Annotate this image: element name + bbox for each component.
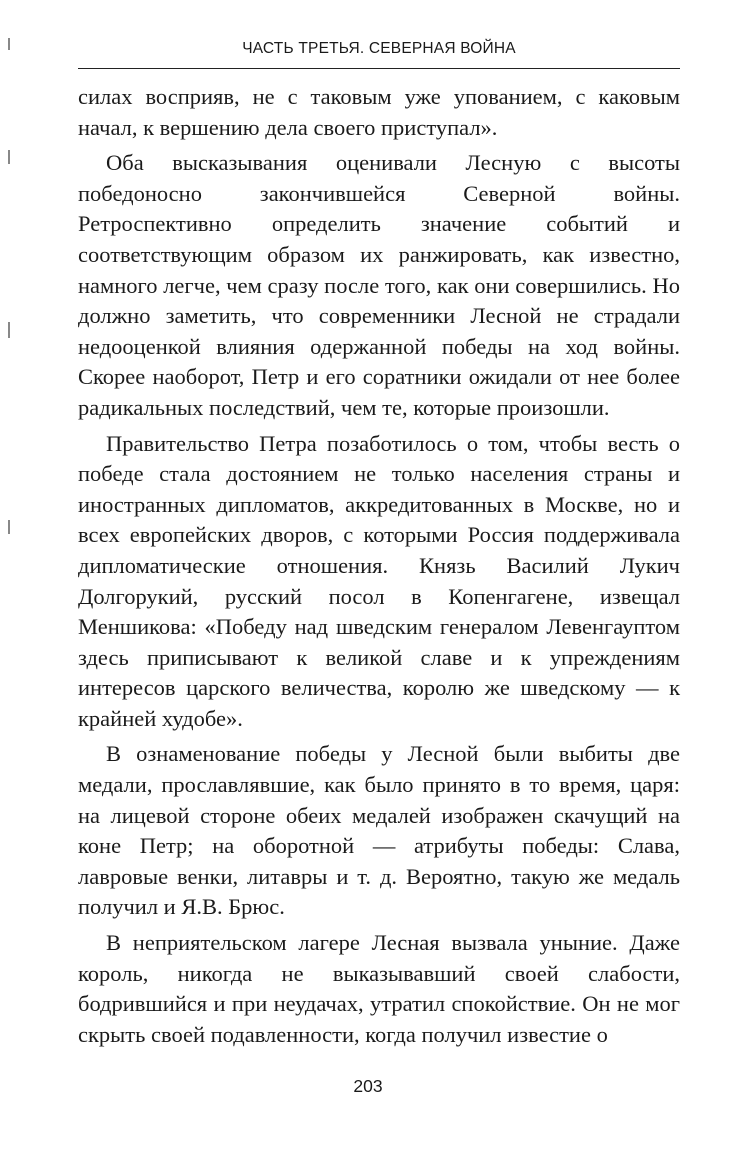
page-body [78, 82, 680, 1050]
paragraph: Оба высказывания оценивали Лесную с высоты победоносно закончившейся Северной войны. Ретроспективно определить значение событий и соответствующим образом их ранжировать, как известно, намного легче, чем сразу после того, как они совершились. Но должно заметить, что современники Лесной не страдали недооценкой влияния одержанной победы на ход войны. Скорее наоборот, Петр и его соратники ожидали от нее более радикальных последствий, чем те, которые произошли. [78, 150, 680, 420]
page-number: 203 [353, 1076, 383, 1096]
running-header [78, 32, 680, 69]
running-title: ЧАСТЬ ТРЕТЬЯ. СЕВЕРНАЯ ВОЙНА [242, 40, 516, 57]
paragraph: В неприятельском лагере Лесная вызвала уныние. Даже король, никогда не выказывавший своей слабости, бодрившийся и при неудачах, утратил спокойствие. Он не мог скрыть своей подавленности, когда получил известие о [78, 930, 680, 1047]
scan-artifact-mark [8, 150, 10, 164]
scan-artifact-mark [8, 520, 10, 534]
scan-artifact-mark [8, 38, 10, 50]
paragraph-continuation: силах восприяв, не с таковым уже упованием, с каковым начал, к вершению дела своего приступал». [78, 84, 680, 140]
paragraph: Правительство Петра позаботилось о том, чтобы весть о победе стала достоянием не только населения страны и иностранных дипломатов, аккредитованных в Москве, но и всех европейских дворов, с которыми Россия поддерживала дипломатические отношения. Князь Василий Лукич Долгорукий, русский посол в Копенгагене, извещал Меншикова: «Победу над шведским генералом Левенгауптом здесь приписывают к великой славе и к упреждениям интересов царского величества, королю же шведскому — к крайней худобе». [78, 430, 680, 731]
paragraph: В ознаменование победы у Лесной были выбиты две медали, прославлявшие, как было принято в то время, царя: на лицевой стороне обеих медалей изображен скачущий на коне Петр; на оборотной — атрибуты победы: Слава, лавровые венки, литавры и т. д. Вероятно, такую же медаль получил и Я.В. Брюс. [78, 741, 680, 920]
scan-artifact-mark [8, 322, 10, 338]
